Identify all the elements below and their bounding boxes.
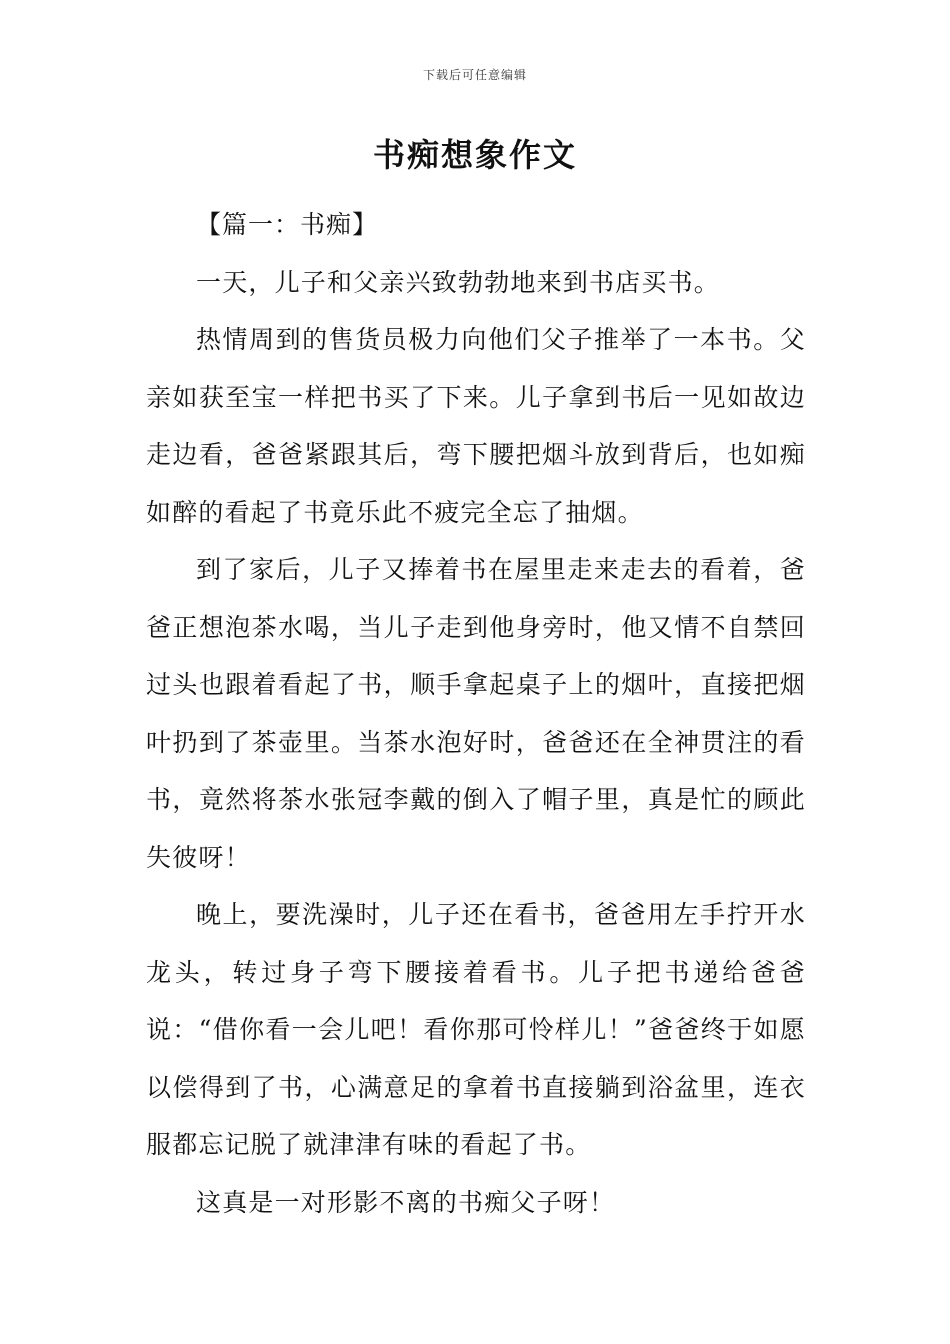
paragraph-1: 一天，儿子和父亲兴致勃勃地来到书店买书。 bbox=[196, 267, 721, 297]
header-note: 下载后可任意编辑 bbox=[422, 68, 527, 82]
section-heading: 【篇一：书痴】 bbox=[196, 210, 379, 239]
document-title: 书痴想象作文 bbox=[372, 136, 577, 174]
paragraph-2: 热情周到的售货员极力向他们父子推举了一本书。父亲如获至宝一样把书买了下来。儿子拿到书后一见如故边走边看，爸爸紧跟其后，弯下腰把烟斗放到背后，也如痴如醉的看起了书竟乐此不疲完全忘了抽烟。 bbox=[146, 325, 806, 527]
paragraph-3: 到了家后，儿子又捧着书在屋里走来走去的看着，爸爸正想泡茶水喝，当儿子走到他身旁时，他又情不自禁回过头也跟着看起了书，顺手拿起桌子上的烟叶，直接把烟叶扔到了茶壶里。当茶水泡好时，爸爸还在全神贯注的看书，竟然将茶水张冠李戴的倒入了帽子里，真是忙的顾此失彼呀！ bbox=[146, 555, 806, 872]
document-body bbox=[146, 196, 806, 1231]
paragraph-4: 晚上，要洗澡时，儿子还在看书，爸爸用左手拧开水龙头，转过身子弯下腰接着看书。儿子把书递给爸爸说：“借你看一会儿吧！看你那可怜样儿！”爸爸终于如愿以偿得到了书，心满意足的拿着书直接躺到浴盆里，连衣服都忘记脱了就津津有味的看起了书。 bbox=[146, 900, 806, 1159]
paragraph-5: 这真是一对形影不离的书痴父子呀！ bbox=[196, 1187, 616, 1217]
